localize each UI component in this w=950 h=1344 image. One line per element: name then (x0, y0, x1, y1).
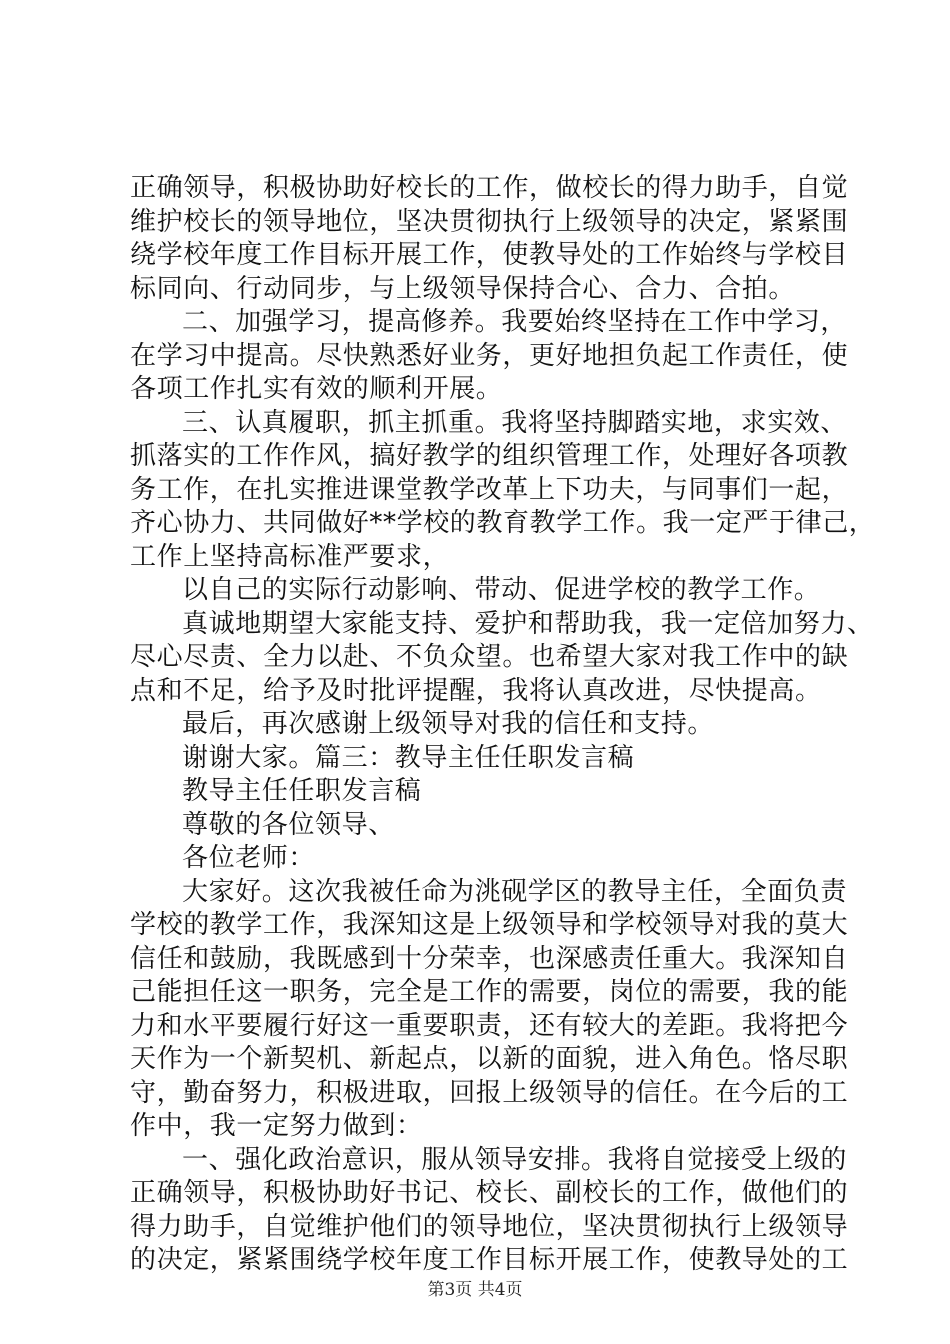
text-line: 绕学校年度工作目标开展工作，使教导处的工作始终与学校目 (130, 240, 849, 270)
text-line: 谢谢大家。篇三：教导主任任职发言稿 (182, 742, 635, 773)
text-line: 在学习中提高。尽快熟悉好业务，更好地担负起工作责任，使 (130, 340, 849, 371)
text-line: 务工作，在扎实推进课堂教学改革上下功夫，与同事们一起， (130, 474, 849, 505)
text-line: 力和水平要履行好这一重要职责，还有较大的差距。我将把今 (130, 1010, 849, 1041)
text-line: 标同向、行动同步，与上级领导保持合心、合力、合拍。 (130, 273, 796, 304)
text-line: 己能担任这一职务，完全是工作的需要，岗位的需要，我的能 (130, 977, 849, 1007)
text-line: 各项工作扎实有效的顺利开展。 (130, 374, 503, 404)
text-line: 学校的教学工作，我深知这是上级领导和学校领导对我的莫大 (130, 910, 849, 940)
text-line: 大家好。这次我被任命为洮砚学区的教导主任，全面负责 (182, 876, 848, 907)
text-line: 三、认真履职，抓主抓重。我将坚持脚踏实地，求实效、 (182, 407, 848, 438)
text-line: 天作为一个新契机、新起点，以新的面貌，进入角色。恪尽职 (130, 1044, 849, 1074)
text-line: 维护校长的领导地位，坚决贯彻执行上级领导的决定，紧紧围 (130, 206, 849, 237)
text-line: 点和不足，给予及时批评提醒，我将认真改进，尽快提高。 (130, 675, 822, 706)
text-line: 以自己的实际行动影响、带动、促进学校的教学工作。 (182, 575, 821, 605)
page-footer: 第3页 共4页 (427, 1280, 523, 1300)
text-line: 最后，再次感谢上级领导对我的信任和支持。 (182, 709, 715, 739)
text-line: 正确领导，积极协助好校长的工作，做校长的得力助手，自觉 (130, 173, 849, 203)
text-line: 齐心协力、共同做好**学校的教育教学工作。我一定严于律己， (130, 508, 876, 538)
text-line: 尊敬的各位领导、 (182, 809, 395, 840)
text-line: 得力助手，自觉维护他们的领导地位，坚决贯彻执行上级领导 (130, 1211, 849, 1242)
text-line: 各位老师： (182, 843, 316, 873)
text-line: 的决定，紧紧围绕学校年度工作目标开展工作，使教导处的工 (130, 1245, 849, 1275)
text-line: 教导主任任职发言稿 (182, 776, 422, 806)
text-line: 工作上坚持高标准严要求， (130, 541, 450, 572)
text-line: 真诚地期望大家能支持、爱护和帮助我，我一定倍加努力、 (182, 608, 874, 639)
text-line: 信任和鼓励，我既感到十分荣幸，也深感责任重大。我深知自 (130, 943, 849, 974)
text-line: 抓落实的工作作风，搞好教学的组织管理工作，处理好各项教 (130, 441, 849, 471)
text-line: 二、加强学习，提高修养。我要始终坚持在工作中学习， (182, 307, 848, 337)
text-line: 一、强化政治意识，服从领导安排。我将自觉接受上级的 (182, 1144, 848, 1175)
text-line: 尽心尽责、全力以赴、不负众望。也希望大家对我工作中的缺 (130, 642, 849, 672)
text-line: 正确领导，积极协助好书记、校长、副校长的工作，做他们的 (130, 1178, 849, 1208)
text-line: 作中，我一定努力做到： (130, 1111, 423, 1141)
text-line: 守，勤奋努力，积极进取，回报上级领导的信任。在今后的工 (130, 1077, 849, 1108)
document-body (130, 172, 876, 1278)
